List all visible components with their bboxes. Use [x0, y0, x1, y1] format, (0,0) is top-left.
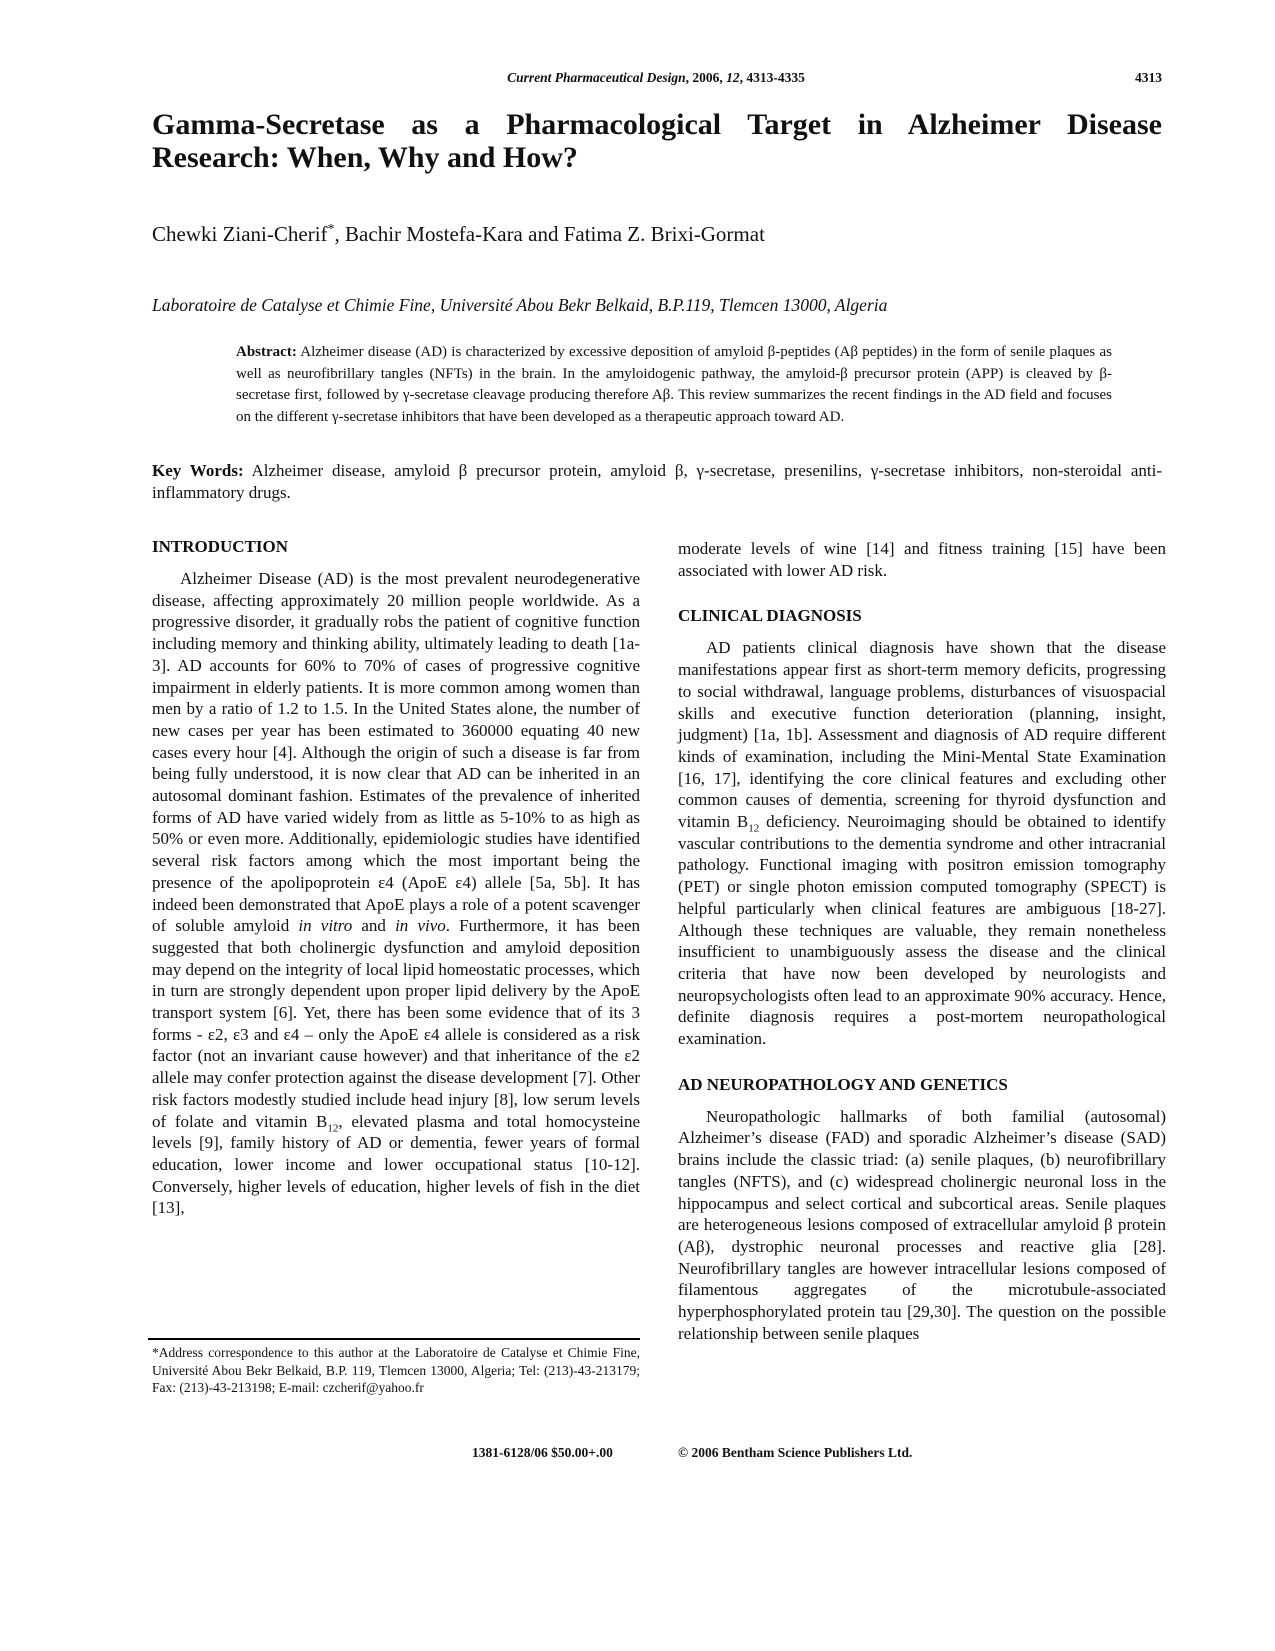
- footnote-rule: [148, 1338, 640, 1340]
- keywords-label: Key Words:: [152, 461, 244, 480]
- abstract-label: Abstract:: [236, 344, 297, 360]
- introduction-paragraph: [152, 568, 640, 1219]
- left-column: [152, 536, 640, 1219]
- page-number: 4313: [1135, 70, 1162, 85]
- abstract: [236, 342, 1112, 428]
- journal-volume: 12: [726, 70, 740, 85]
- keywords-text: Alzheimer disease, amyloid β precursor protein, amyloid β, γ-secretase, presenilins, γ-secretase inhibitors, non-steroidal anti-inflammatory drugs.: [152, 461, 1162, 502]
- section-clinical-diagnosis: [678, 605, 1166, 1049]
- correspondence-footnote: *Address correspondence to this author at the Laboratoire de Catalyse et Chimie Fine, Université Abou Bekr Belkaid, B.P. 119, Tlemcen 13000, Algeria; Tel: (213)-43-213179; Fax: (213)-43-213198; E-mail: czcherif@yahoo.fr: [152, 1345, 640, 1395]
- keywords: [152, 460, 1162, 503]
- section-heading-clinical: CLINICAL DIAGNOSIS: [678, 606, 862, 626]
- right-column: [678, 538, 1166, 1345]
- running-head: [150, 70, 1162, 90]
- affiliation: Laboratoire de Catalyse et Chimie Fine, Université Abou Bekr Belkaid, B.P.119, Tlemcen 13000, Algeria: [152, 295, 888, 315]
- journal-pages: , 4313-4335: [739, 70, 805, 85]
- abstract-text: Alzheimer disease (AD) is characterized by excessive deposition of amyloid β-peptides (Aβ peptides) in the form of senile plaques as well as neurofibrillary tangles (NFTs) in the brain. In the amyloidogenic pathway, the amyloid-β precursor protein (APP) is cleaved by β-secretase first, followed by γ-secretase cleavage producing therefore Aβ. This review summarizes the recent findings in the AD field and focuses on the different γ-secretase inhibitors that have been developed as a therapeutic approach toward AD.: [236, 344, 1112, 425]
- text-run: , elevated plasma and total homocysteine levels [9], family history of AD or dementia, fewer years of formal education, lower income and lower occupational status [10-12]. Conversely, higher levels of education, higher levels of fish in the diet [13],: [152, 1111, 640, 1218]
- subscript: 12: [327, 1121, 339, 1134]
- copyright: © 2006 Bentham Science Publishers Ltd.: [678, 1445, 913, 1460]
- author-list: [152, 222, 765, 247]
- text-run: AD patients clinical diagnosis have shown that the disease manifestations appear first as short-term memory deficits, progressing to social withdrawal, language problems, disturbances of visuospacial skills and executive function deterioration (planning, insight, judgment) [1a, 1b]. Assessment and diagnosis of AD require different kinds of examination, including the Mini-Mental State Examination [16, 17], identifying the core clinical features and excluding other common causes of dementia, screening for thyroid dysfunction and vitamin B: [678, 638, 1166, 832]
- journal-citation: [150, 70, 1162, 86]
- neuropathology-paragraph: Neuropathologic hallmarks of both familial (autosomal) Alzheimer’s disease (FAD) and sporadic Alzheimer’s disease (SAD) brains include the classic triad: (a) senile plaques, (b) neurofibrillary tangles (NFTS), and (c) widespread cholinergic neuronal loss in the hippocampus and select cortical and subcortical areas. Senile plaques are heterogeneous lesions composed of extracellular amyloid β protein (Aβ), dystrophic neuronal processes and reactive glia [28]. Neurofibrillary tangles are however intracellular lesions composed of filamentous aggregates of the microtubule-associated hyperphosphorylated protein tau [29,30]. The question on the possible relationship between senile plaques: [678, 1106, 1166, 1343]
- text-run: deficiency. Neuroimaging should be obtained to identify vascular contributions to the dementia syndrome and other intracranial pathology. Functional imaging with positron emission tomography (PET) or single photon emission computed tomography (SPECT) is helpful particularly when clinical features are ambiguous [18-27]. Although these techniques are valuable, they remain nonetheless insufficient to unambiguously assess the disease and the clinical criteria that have now been developed by neurologists and neuropsychologists often lead to an approximate 90% accuracy. Hence, definite diagnosis requires a post-mortem neuropathological examination.: [678, 812, 1167, 1049]
- subscript: 12: [748, 822, 760, 835]
- corresponding-author-marker: *: [327, 222, 335, 237]
- citation-year: , 2006,: [685, 70, 727, 85]
- section-introduction: [152, 536, 640, 1219]
- paper-title: Gamma-Secretase as a Pharmacological Target in Alzheimer Disease Research: When, Why and How?: [152, 108, 1162, 174]
- text-run: and: [352, 916, 396, 936]
- continued-paragraph: moderate levels of wine [14] and fitness training [15] have been associated with lower AD risk.: [678, 539, 1166, 580]
- italic-term: in vivo: [395, 916, 446, 936]
- other-authors: , Bachir Mostefa-Kara and Fatima Z. Brixi-Gormat: [334, 222, 765, 246]
- clinical-paragraph: [678, 637, 1166, 1049]
- first-author: Chewki Ziani-Cherif: [152, 222, 328, 246]
- section-heading-neuropathology: AD NEUROPATHOLOGY AND GENETICS: [678, 1074, 1008, 1094]
- journal-name: Current Pharmaceutical Design: [507, 70, 686, 85]
- text-run: Alzheimer Disease (AD) is the most prevalent neurodegenerative disease, affecting approximately 20 million people worldwide. As a progressive disorder, it gradually robs the patient of cognitive function including memory and thinking ability, ultimately leading to death [1a-3]. AD accounts for 60% to 70% of cases of progressive cognitive impairment in elderly patients. It is more common among women than men by a ratio of 1.2 to 1.5. In the United States alone, the number of new cases per year has been estimated to 360000 equating 40 new cases every hour [4]. Although the origin of such a disease is far from being fully understood, it is now clear that AD can be inherited in an autosomal dominant fashion. Estimates of the prevalence of inherited forms of AD have varied widely from as little as 5-10% to as high as 50% or even more. Additionally, epidemiologic studies have identified several risk factors among which the most important being the presence of the apolipoprotein ε4 (ApoE ε4) allele [5a, 5b]. It has indeed been demonstrated that ApoE plays a role of a potent scavenger of soluble amyloid: [152, 569, 640, 936]
- issn-price: 1381-6128/06 $50.00+.00: [472, 1445, 613, 1460]
- section-neuropathology: [678, 1074, 1166, 1345]
- text-run: . Furthermore, it has been suggested that both cholinergic dysfunction and amyloid deposition may depend on the integrity of local lipid homeostatic processes, which in turn are strongly dependent upon proper lipid delivery by the ApoE transport system [6]. Yet, there has been some evidence that of its 3 forms - ε2, ε3 and ε4 – only the ApoE ε4 allele is considered as a risk factor (not an invariant cause however) and that inheritance of the ε2 allele may confer protection against the disease development [7]. Other risk factors modestly studied include head injury [8], low serum levels of folate and vitamin B: [152, 916, 640, 1131]
- section-heading-introduction: INTRODUCTION: [152, 537, 289, 556]
- italic-term: in vitro: [298, 916, 353, 936]
